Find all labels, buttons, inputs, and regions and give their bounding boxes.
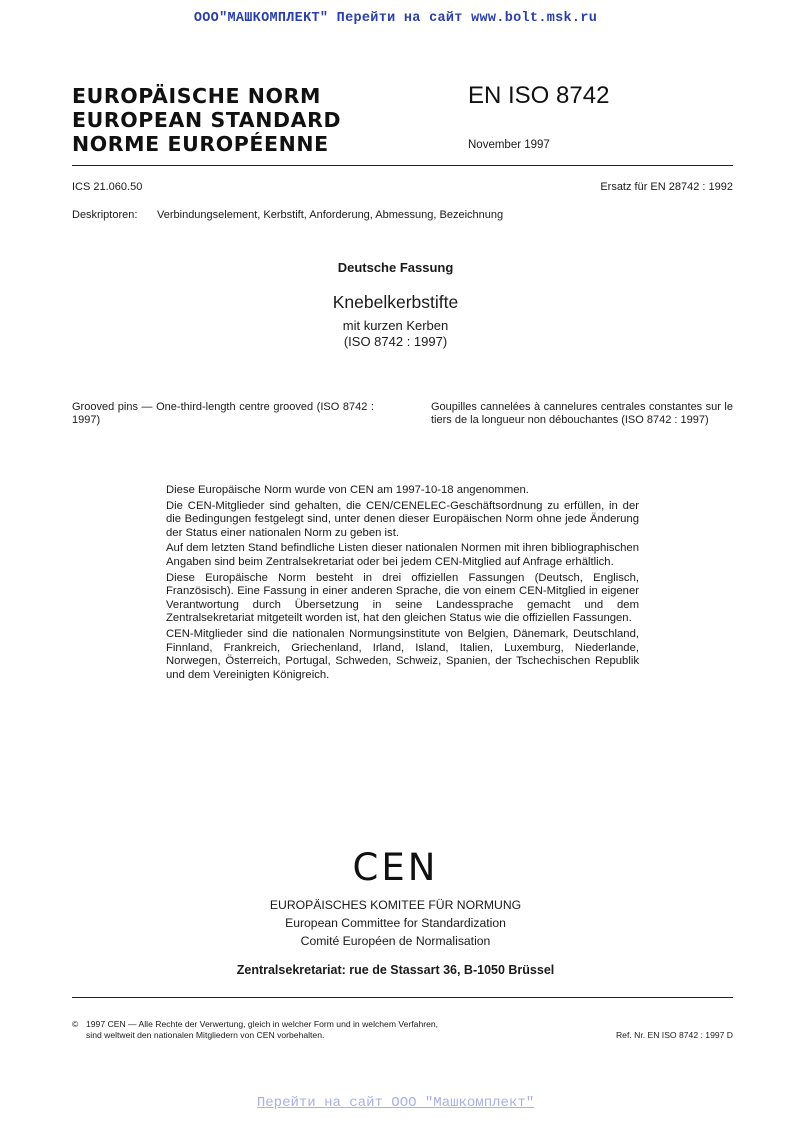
replaces-note: Ersatz für EN 28742 : 1992 — [600, 181, 733, 193]
descriptors-line — [72, 209, 503, 221]
french-title: Goupilles cannelées à cannelures centrales constantes sur le tiers de la longueur non débouchantes (ISO 8742 : 1997) — [431, 401, 733, 426]
committee-names — [0, 896, 791, 950]
copyright-line-2: sind weltweit den nationalen Mitgliedern von CEN vorbehalten. — [86, 1030, 325, 1040]
norm-title-fr: NORME EUROPÉENNE — [72, 132, 329, 156]
subtitle-line-1: mit kurzen Kerben — [342, 318, 449, 333]
note-paragraph: Auf dem letzten Stand befindliche Listen dieser nationalen Normen mit ihren bibliographischen Angaben sind beim Zentralsekretariat oder bei jedem CEN-Mitglied auf Anfrage erhältlich. — [166, 542, 639, 568]
document-subtitle — [0, 318, 791, 350]
document-title: Knebelkerbstifte — [332, 292, 459, 312]
top-banner-link[interactable]: ООО"МАШКОМПЛЕКТ" Перейти на сайт www.bolt.msk.ru — [193, 11, 598, 26]
ics-code: ICS 21.060.50 — [72, 181, 143, 193]
adoption-notes — [166, 484, 639, 684]
norm-type-titles — [72, 84, 341, 156]
note-paragraph: Diese Europäische Norm besteht in drei offiziellen Fassungen (Deutsch, Englisch, Französisch). Eine Fassung in einer anderen Sprache, die von einem CEN-Mitglied in eigener Verantwortung durch Übersetzung in seine Landessprache gemacht und dem Zentralsekretariat mitgeteilt worden ist, hat den gleichen Status wie die offiziellen Fassungen. — [166, 571, 639, 625]
reference-number: Ref. Nr. EN ISO 8742 : 1997 D — [615, 1030, 733, 1040]
descriptors-label: Deskriptoren: — [72, 209, 138, 221]
language-version: Deutsche Fassung — [337, 260, 454, 275]
footer-divider — [72, 997, 733, 998]
note-paragraph: CEN-Mitglieder sind die nationalen Normungsinstitute von Belgien, Dänemark, Deutschland, Finnland, Frankreich, Griechenland, Irland, Island, Italien, Luxemburg, Niederlande, Norwegen, Österreich, Portugal, Schweden, Schweiz, Spanien, der Tschechischen Republik und dem Vereinigten Königreich. — [166, 627, 639, 681]
copyright-notice — [72, 1019, 438, 1041]
publication-date: November 1997 — [468, 139, 550, 151]
copyright-line-1: 1997 CEN — Alle Rechte der Verwertung, gleich in welcher Form und in welchem Verfahren, — [86, 1019, 439, 1029]
committee-fr: Comité Européen de Normalisation — [300, 934, 491, 948]
committee-en: European Committee for Standardization — [285, 916, 506, 930]
norm-title-de: EUROPÄISCHE NORM — [72, 84, 321, 108]
descriptors-value: Verbindungselement, Kerbstift, Anforderung, Abmessung, Bezeichnung — [157, 209, 504, 221]
committee-de: EUROPÄISCHES KOMITEE FÜR NORMUNG — [269, 898, 522, 912]
norm-title-en: EUROPEAN STANDARD — [72, 108, 342, 132]
standard-number: EN ISO 8742 — [468, 82, 610, 109]
subtitle-line-2: (ISO 8742 : 1997) — [343, 334, 448, 349]
cen-logo: CEN — [352, 846, 439, 889]
bottom-site-link[interactable]: Перейти на сайт ООО "Машкомплект" — [256, 1095, 535, 1111]
note-paragraph: Die CEN-Mitglieder sind gehalten, die CEN/CENELEC-Geschäftsordnung zu erfüllen, in der die Bedingungen festgelegt sind, unter denen dieser Europäischen Norm ohne jede Änderung der Status einer nationalen Norm zu geben ist. — [166, 499, 639, 539]
secretariat-address: Zentralsekretariat: rue de Stassart 36, B-1050 Brüssel — [236, 963, 555, 977]
copyright-symbol: © — [72, 1019, 79, 1029]
header-divider — [72, 165, 733, 166]
note-paragraph: Diese Europäische Norm wurde von CEN am 1997-10-18 angenommen. — [166, 484, 529, 496]
english-title: Grooved pins — One-third-length centre grooved (ISO 8742 : 1997) — [72, 401, 374, 426]
